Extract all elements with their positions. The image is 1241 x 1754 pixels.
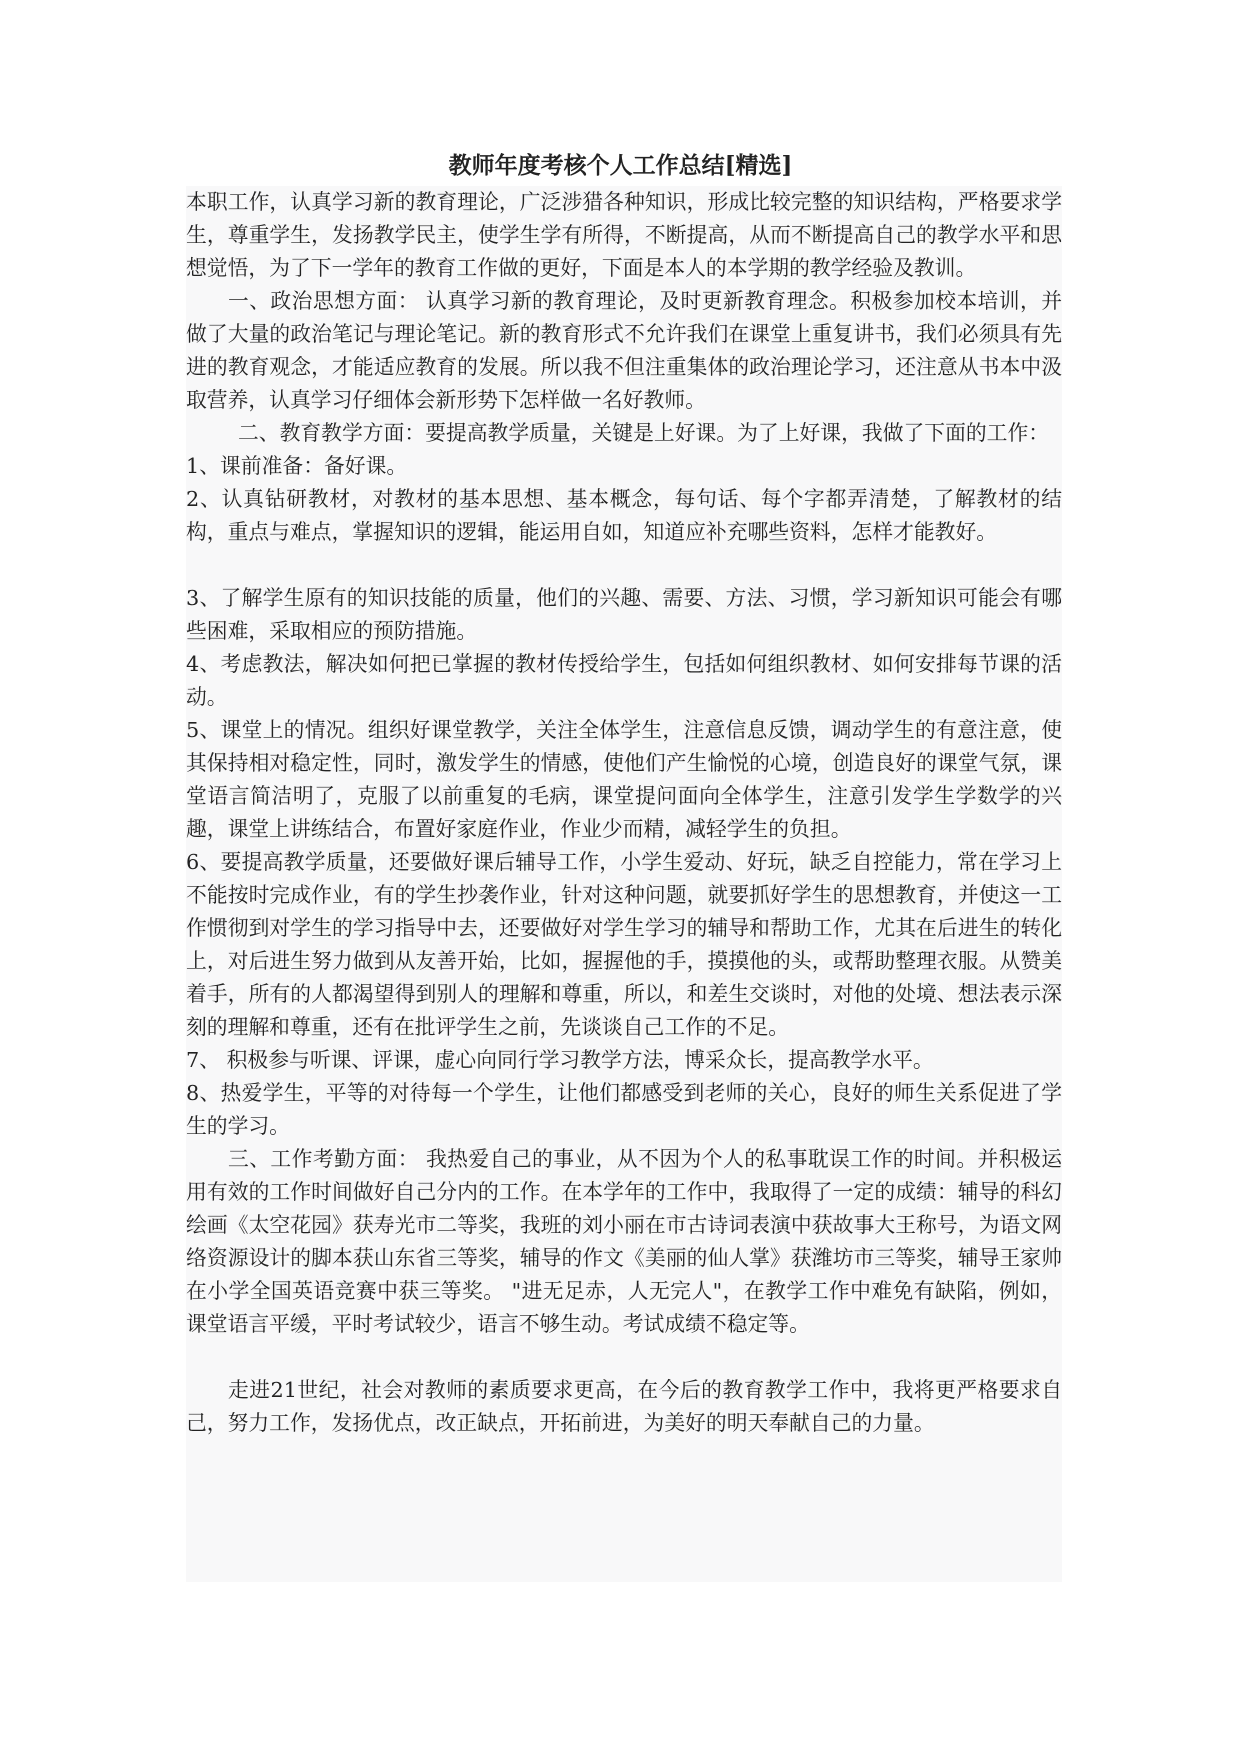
list-item-1: 1、课前准备：备好课。 bbox=[186, 454, 408, 478]
list-item-2: 2、认真钻研教材，对教材的基本思想、基本概念，每句话、每个字都弄清楚，了解教材的结构，重点与难点，掌握知识的逻辑，能运用自如，知道应补充哪些资料，怎样才能教好。 bbox=[186, 487, 1062, 544]
document-title: 教师年度考核个人工作总结[精选] bbox=[448, 152, 793, 179]
list-item-8: 8、热爱学生，平等的对待每一个学生，让他们都感受到老师的关心，良好的师生关系促进了学生的学习。 bbox=[186, 1081, 1062, 1138]
paragraph-political: 一、政治思想方面： 认真学习新的教育理论，及时更新教育理念。积极参加校本培训，并做了大量的政治笔记与理论笔记。新的教育形式不允许我们在课堂上重复讲书，我们必须具有先进的教育观念，才能适应教育的发展。所以我不但注重集体的政治理论学习，还注意从书本中汲取营养，认真学习仔细体会新形势下怎样做一名好教师。 bbox=[186, 289, 1062, 412]
blank-line bbox=[186, 1341, 1062, 1374]
blank-line bbox=[186, 549, 1062, 582]
list-item-3: 3、了解学生原有的知识技能的质量，他们的兴趣、需要、方法、习惯，学习新知识可能会有哪些困难，采取相应的预防措施。 bbox=[186, 586, 1062, 643]
paragraph-teaching: 二、教育教学方面：要提高教学质量，关键是上好课。为了上好课，我做了下面的工作： bbox=[238, 421, 1050, 445]
paragraph-attendance: 三、工作考勤方面： 我热爱自己的事业，从不因为个人的私事耽误工作的时间。并积极运用有效的工作时间做好自己分内的工作。在本学年的工作中，我取得了一定的成绩：辅导的科幻绘画《太空花园》获寿光市二等奖，我班的刘小丽在市古诗词表演中获故事大王称号，为语文网络资源设计的脚本获山东省三等奖，辅导的作文《美丽的仙人掌》获潍坊市三等奖，辅导王家帅在小学全国英语竞赛中获三等奖。 "进无足赤，人无完人"，在教学工作中难免有缺陷，例如，课堂语言平缓，平时考试较少，语言不够生动。考试成绩不稳定等。 bbox=[186, 1147, 1062, 1336]
document-body bbox=[186, 186, 1062, 1582]
paragraph-intro: 本职工作，认真学习新的教育理论，广泛涉猎各种知识，形成比较完整的知识结构，严格要求学生，尊重学生，发扬教学民主，使学生学有所得，不断提高，从而不断提高自己的教学水平和思想觉悟，为了下一学年的教育工作做的更好，下面是本人的本学期的教学经验及教训。 bbox=[186, 190, 1062, 280]
list-item-5: 5、课堂上的情况。组织好课堂教学，关注全体学生，注意信息反馈，调动学生的有意注意，使其保持相对稳定性，同时，激发学生的情感，使他们产生愉悦的心境，创造良好的课堂气氛，课堂语言简洁明了，克服了以前重复的毛病，课堂提问面向全体学生，注意引发学生学数学的兴趣，课堂上讲练结合，布置好家庭作业，作业少而精，减轻学生的负担。 bbox=[186, 718, 1062, 841]
list-item-4: 4、考虑教法，解决如何把已掌握的教材传授给学生，包括如何组织教材、如何安排每节课的活动。 bbox=[186, 652, 1062, 709]
list-item-6: 6、要提高教学质量，还要做好课后辅导工作，小学生爱动、好玩，缺乏自控能力，常在学习上不能按时完成作业，有的学生抄袭作业，针对这种问题，就要抓好学生的思想教育，并使这一工作惯彻到对学生的学习指导中去，还要做好对学生学习的辅导和帮助工作，尤其在后进生的转化上，对后进生努力做到从友善开始，比如，握握他的手，摸摸他的头，或帮助整理衣服。从赞美着手，所有的人都渴望得到别人的理解和尊重，所以，和差生交谈时，对他的处境、想法表示深刻的理解和尊重，还有在批评学生之前，先谈谈自己工作的不足。 bbox=[186, 850, 1062, 1039]
list-item-7: 7、 积极参与听课、评课，虚心向同行学习教学方法，博采众长，提高教学水平。 bbox=[186, 1048, 934, 1072]
paragraph-conclusion: 走进21世纪，社会对教师的素质要求更高，在今后的教育教学工作中，我将更严格要求自己，努力工作，发扬优点，改正缺点，开拓前进，为美好的明天奉献自己的力量。 bbox=[186, 1378, 1062, 1435]
